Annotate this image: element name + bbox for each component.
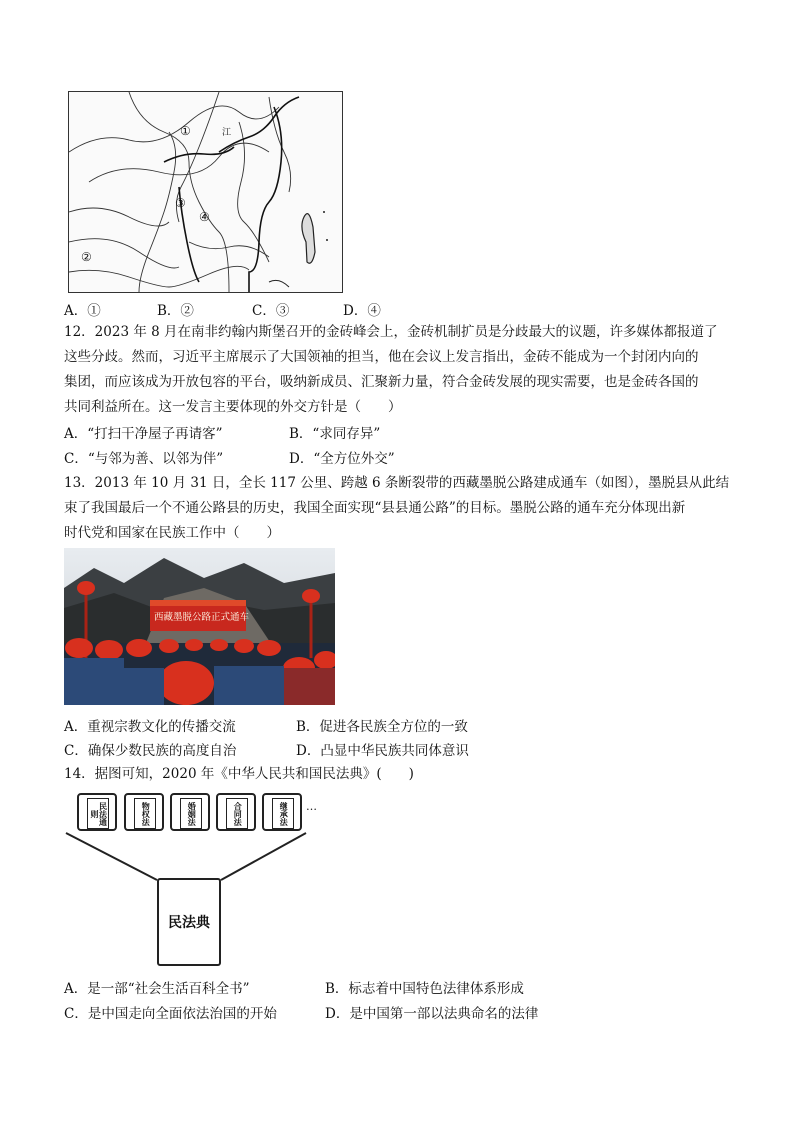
book-label: 合同法 — [226, 798, 248, 829]
book-property — [124, 793, 164, 831]
q12-option-d: D．“全方位外交” — [289, 451, 395, 467]
q13-stem-line-2: 束了我国最后一个不通公路县的历史，我国全面实现“县县通公路”的目标。墨脱公路的通车充分体现出新 — [64, 500, 686, 516]
q12-stem-line-2: 这些分歧。然而，习近平主席展示了大国领袖的担当，他在会议上发言指出，金砖不能成为一个封闭内向的 — [64, 349, 699, 365]
map-drawing — [69, 92, 342, 292]
q12-option-b: B．“求同存异” — [289, 426, 381, 442]
q12-stem-line-3: 集团，而应该成为开放包容的平台，吸纳新成员、汇聚新力量，符合金砖发展的现实需要，也是金砖各国的 — [64, 374, 699, 390]
road-opening-photo — [64, 548, 335, 705]
q12-option-c: C．“与邻为善、以邻为伴” — [64, 451, 224, 467]
book-label: 婚姻法 — [180, 798, 202, 829]
banner-text: 西藏墨脱公路正式通车 — [154, 612, 250, 623]
q13-stem-line-1: 13．2013 年 10 月 31 日，全长 117 公里、跨越 6 条断裂带的西藏墨脱公路建成通车（如图），墨脱县从此结 — [64, 475, 730, 491]
q13-option-a: A．重视宗教文化的传播交流 — [64, 719, 236, 735]
photo-drawing — [64, 548, 335, 705]
map-label-4: ④ — [199, 210, 210, 224]
q13-option-d: D．凸显中华民族共同体意识 — [296, 743, 469, 759]
q12-stem-line-4: 共同利益所在。这一发言主要体现的外交方针是（ ） — [64, 399, 402, 415]
q13-option-c: C．确保少数民族的高度自治 — [64, 743, 237, 759]
book-marriage — [170, 793, 210, 831]
map-label-1: ① — [180, 124, 191, 138]
q14-option-c: C．是中国走向全面依法治国的开始 — [64, 1006, 277, 1022]
q11-option-b: B．② — [157, 303, 194, 319]
books-ellipsis: … — [306, 800, 317, 813]
book-contract — [216, 793, 256, 831]
q13-stem-line-3: 时代党和国家在民族工作中（ ） — [64, 525, 280, 541]
civil-code-book — [157, 878, 221, 966]
q12-stem-line-1: 12．2023 年 8 月在南非约翰内斯堡召开的金砖峰会上，金砖机制扩员是分歧最大的议题，许多媒体都报道了 — [64, 324, 718, 340]
book-label: 民法通则 — [87, 798, 109, 829]
q11-option-d: D．④ — [343, 303, 381, 319]
civil-code-label: 民法典 — [168, 915, 210, 931]
map-figure — [68, 91, 343, 293]
q14-option-d: D．是中国第一部以法典命名的法律 — [325, 1006, 539, 1022]
book-inheritance — [262, 793, 302, 831]
q11-option-c: C．③ — [252, 303, 290, 319]
map-label-river: 江 — [222, 128, 232, 138]
q13-option-b: B．促进各民族全方位的一致 — [296, 719, 468, 735]
q14-option-b: B．标志着中国特色法律体系形成 — [325, 981, 524, 997]
q14-stem: 14．据图可知，2020 年《中华人民共和国民法典》( ) — [64, 766, 414, 782]
map-label-2: ② — [81, 250, 92, 264]
book-label: 继承法 — [272, 798, 294, 829]
q14-option-a: A．是一部“社会生活百科全书” — [64, 981, 250, 997]
q12-option-a: A．“打扫干净屋子再请客” — [64, 426, 223, 442]
book-label: 物权法 — [134, 798, 156, 829]
book-civil-general — [77, 793, 117, 831]
map-label-3: ③ — [175, 196, 186, 210]
q11-option-a: A．① — [64, 303, 101, 319]
